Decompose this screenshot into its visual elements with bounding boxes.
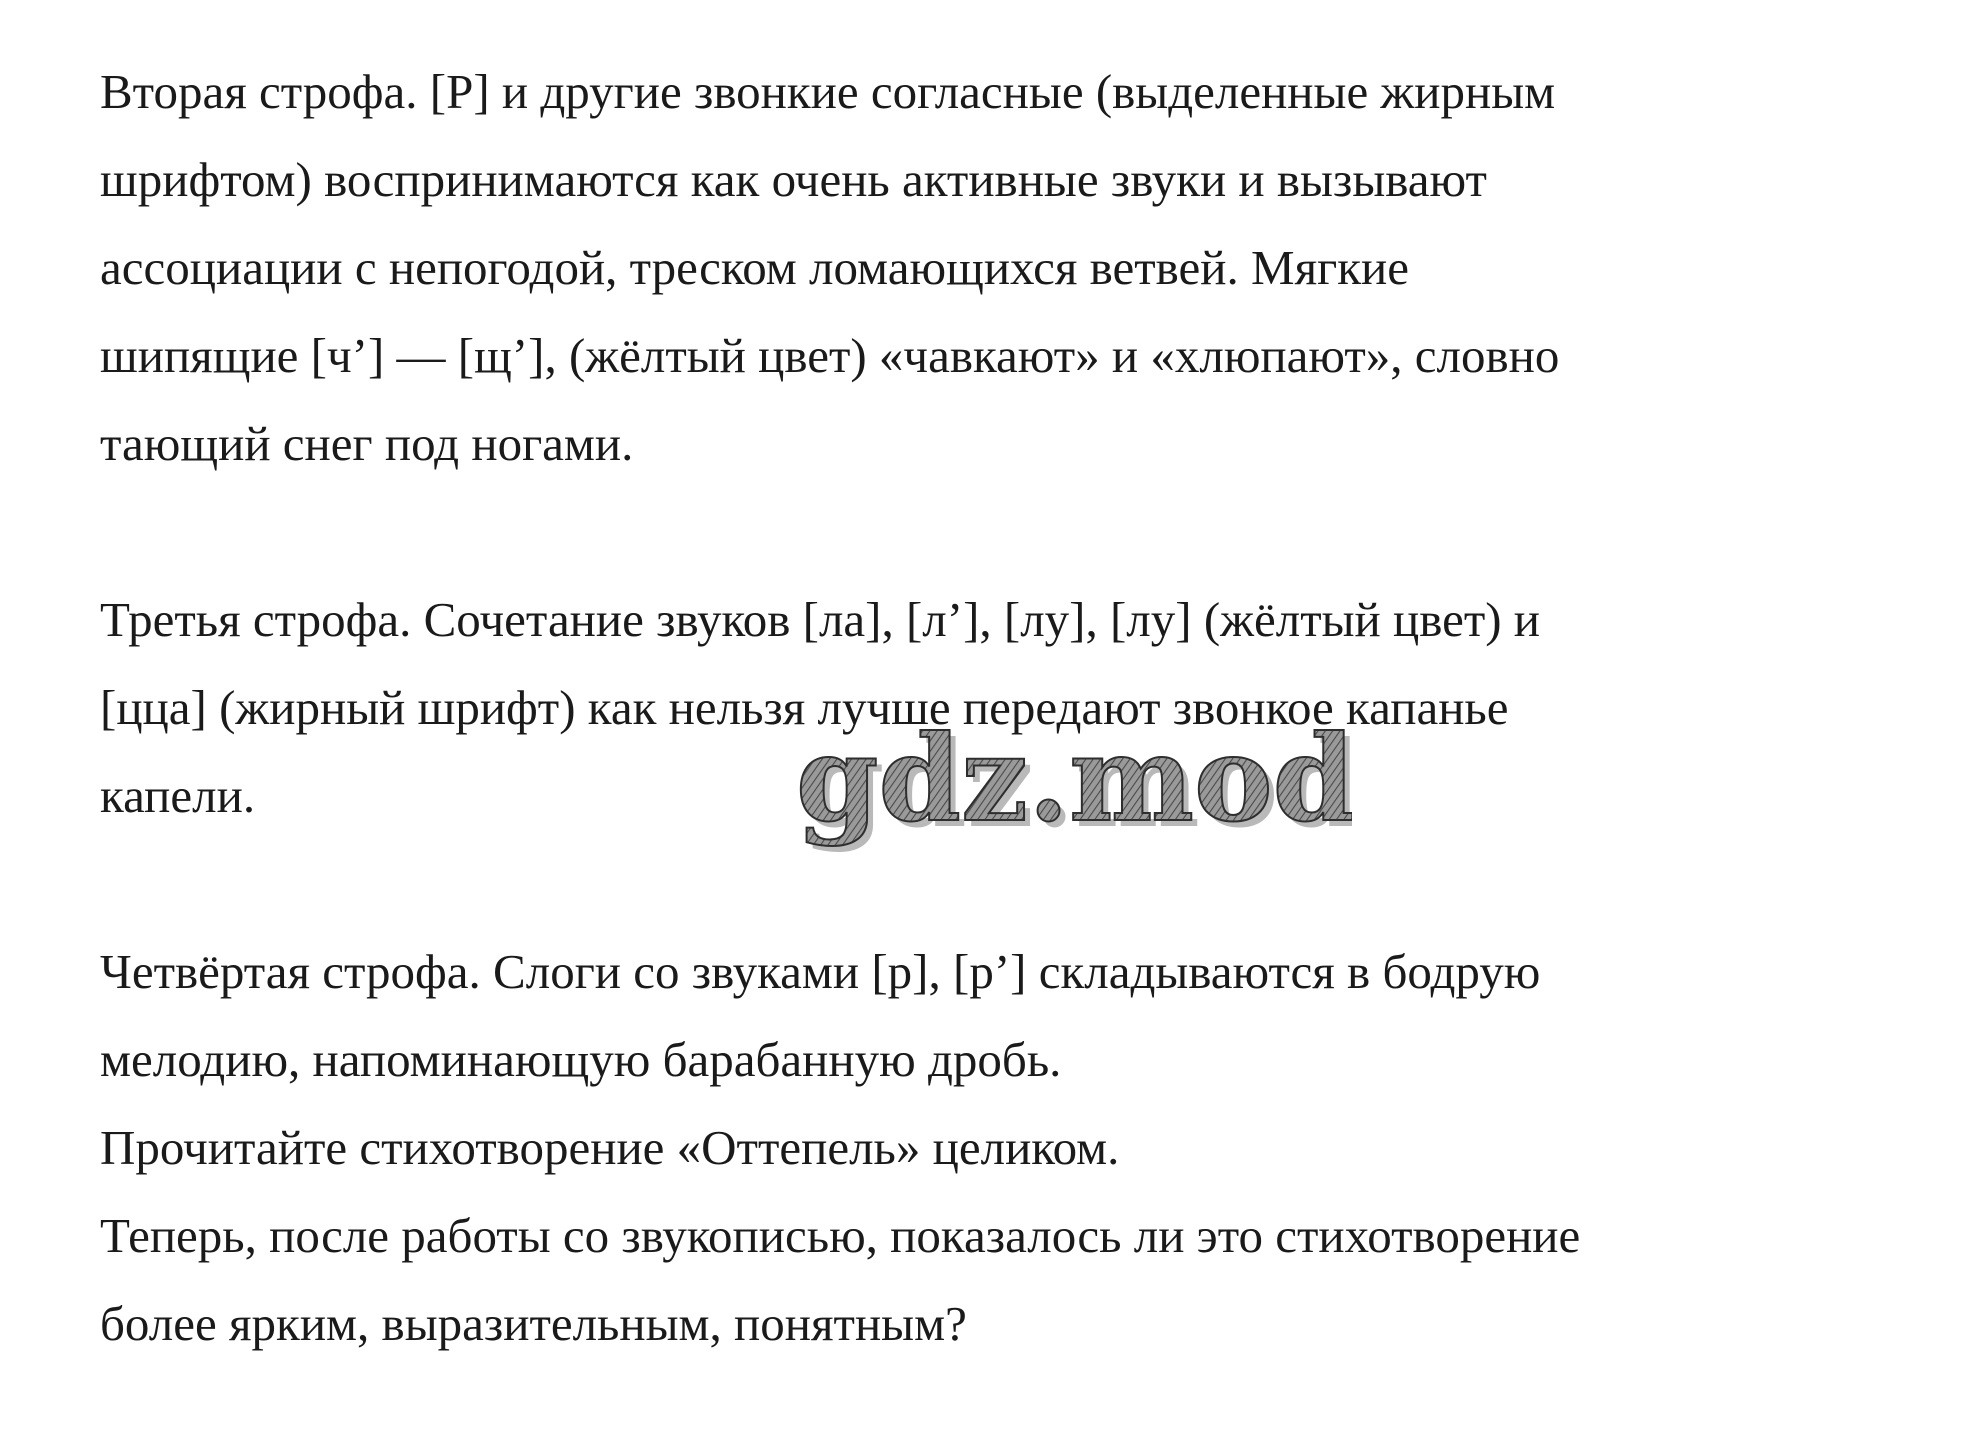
text-line: [цца] (жирный шрифт) как нельзя лучше передают звонкое капанье — [100, 680, 1509, 735]
text-line: Прочитайте стихотворение «Оттепель» целиком. — [100, 1120, 1120, 1175]
paragraph-second-stanza — [100, 48, 1930, 488]
text-line: Третья строфа. Сочетание звуков [ла], [л’], [лу], [лу] (жёлтый цвет) и — [100, 592, 1541, 647]
text-line: шрифтом) воспринимаются как очень активные звуки и вызывают — [100, 152, 1487, 207]
text-line: капели. — [100, 768, 256, 823]
text-line: Теперь, после работы со звукописью, показалось ли это стихотворение — [100, 1208, 1581, 1263]
text-line: более ярким, выразительным, понятным? — [100, 1296, 967, 1351]
paragraph-gap — [100, 488, 1930, 576]
text-line: тающий снег под ногами. — [100, 416, 634, 471]
text-line: Вторая строфа. [Р] и другие звонкие согласные (выделенные жирным — [100, 64, 1556, 119]
text-line: мелодию, напоминающую барабанную дробь. — [100, 1032, 1062, 1087]
paragraph-fourth-stanza — [100, 928, 1930, 1368]
text-line: ассоциации с непогодой, треском ломающихся ветвей. Мягкие — [100, 240, 1409, 295]
watermark-logo — [792, 728, 1352, 858]
svg-text:gdz.moda: gdz.mod — [802, 728, 1352, 854]
svg-text:gdz.moda: gdz.mod — [796, 728, 1352, 848]
text-line: Четвёртая строфа. Слоги со звуками [р], [р’] складываются в бодрую — [100, 944, 1541, 999]
document-text — [100, 48, 1930, 1368]
text-line: шипящие [ч’] — [щ’], (жёлтый цвет) «чавкают» и «хлюпают», словно — [100, 328, 1560, 383]
